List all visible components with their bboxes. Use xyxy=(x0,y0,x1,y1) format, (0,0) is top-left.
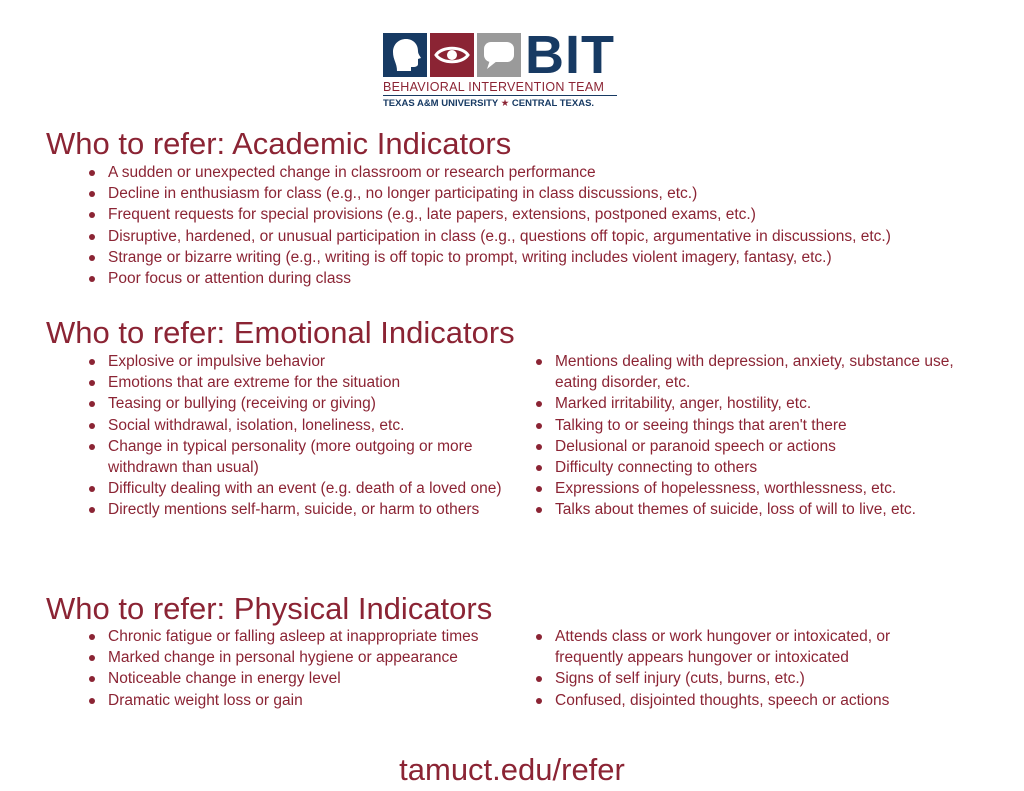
bit-logo xyxy=(383,25,623,111)
list-item: Confused, disjointed thoughts, speech or actions xyxy=(533,690,953,711)
list-item: Attends class or work hungover or intoxicated, or frequently appears hungover or intoxicated xyxy=(533,626,953,668)
emotional-list-right xyxy=(533,351,973,521)
list-item: A sudden or unexpected change in classroom or research performance xyxy=(86,162,986,183)
list-item: Marked change in personal hygiene or appearance xyxy=(86,647,526,668)
list-item: Social withdrawal, isolation, loneliness, etc. xyxy=(86,415,518,436)
list-item: Dramatic weight loss or gain xyxy=(86,690,526,711)
list-item: Mentions dealing with depression, anxiety, substance use, eating disorder, etc. xyxy=(533,351,973,393)
list-item: Emotions that are extreme for the situation xyxy=(86,372,518,393)
head-silhouette-icon xyxy=(383,33,427,77)
logo-team-name: BEHAVIORAL INTERVENTION TEAM xyxy=(383,80,605,94)
logo-university-line xyxy=(383,98,594,110)
academic-heading: Who to refer: Academic Indicators xyxy=(46,126,512,161)
list-item: Delusional or paranoid speech or actions xyxy=(533,436,973,457)
list-item: Difficulty dealing with an event (e.g. death of a loved one) xyxy=(86,478,518,499)
list-item: Talking to or seeing things that aren't there xyxy=(533,415,973,436)
list-item: Decline in enthusiasm for class (e.g., no longer participating in class discussions, etc.) xyxy=(86,183,986,204)
emotional-heading: Who to refer: Emotional Indicators xyxy=(46,315,515,350)
academic-list xyxy=(86,162,986,289)
list-item: Marked irritability, anger, hostility, etc. xyxy=(533,393,973,414)
list-item: Chronic fatigue or falling asleep at inappropriate times xyxy=(86,626,526,647)
list-item: Change in typical personality (more outgoing or more withdrawn than usual) xyxy=(86,436,518,478)
list-item: Talks about themes of suicide, loss of will to live, etc. xyxy=(533,499,973,520)
refer-url: tamuct.edu/refer xyxy=(399,752,625,787)
physical-heading: Who to refer: Physical Indicators xyxy=(46,591,493,626)
list-item: Noticeable change in energy level xyxy=(86,668,526,689)
list-item: Difficulty connecting to others xyxy=(533,457,973,478)
list-item: Explosive or impulsive behavior xyxy=(86,351,518,372)
list-item: Poor focus or attention during class xyxy=(86,268,986,289)
star-icon: ★ xyxy=(500,98,510,109)
list-item: Strange or bizarre writing (e.g., writing is off topic to prompt, writing includes violent imagery, fantasy, etc.) xyxy=(86,247,986,268)
emotional-list-left xyxy=(86,351,518,521)
logo-campus: CENTRAL TEXAS. xyxy=(511,98,595,109)
list-item: Teasing or bullying (receiving or giving) xyxy=(86,393,518,414)
list-item: Expressions of hopelessness, worthlessness, etc. xyxy=(533,478,973,499)
speech-bubble-icon xyxy=(477,33,521,77)
logo-wordmark: BIT xyxy=(525,25,615,85)
physical-list-right xyxy=(533,626,953,711)
logo-university: TEXAS A&M UNIVERSITY xyxy=(383,98,499,109)
list-item: Signs of self injury (cuts, burns, etc.) xyxy=(533,668,953,689)
physical-list-left xyxy=(86,626,526,711)
list-item: Disruptive, hardened, or unusual participation in class (e.g., questions off topic, argumentative in discussions, etc.) xyxy=(86,226,986,247)
list-item: Directly mentions self-harm, suicide, or harm to others xyxy=(86,499,518,520)
list-item: Frequent requests for special provisions (e.g., late papers, extensions, postponed exams, etc.) xyxy=(86,204,986,225)
logo-divider xyxy=(383,95,617,96)
eye-icon xyxy=(430,33,474,77)
